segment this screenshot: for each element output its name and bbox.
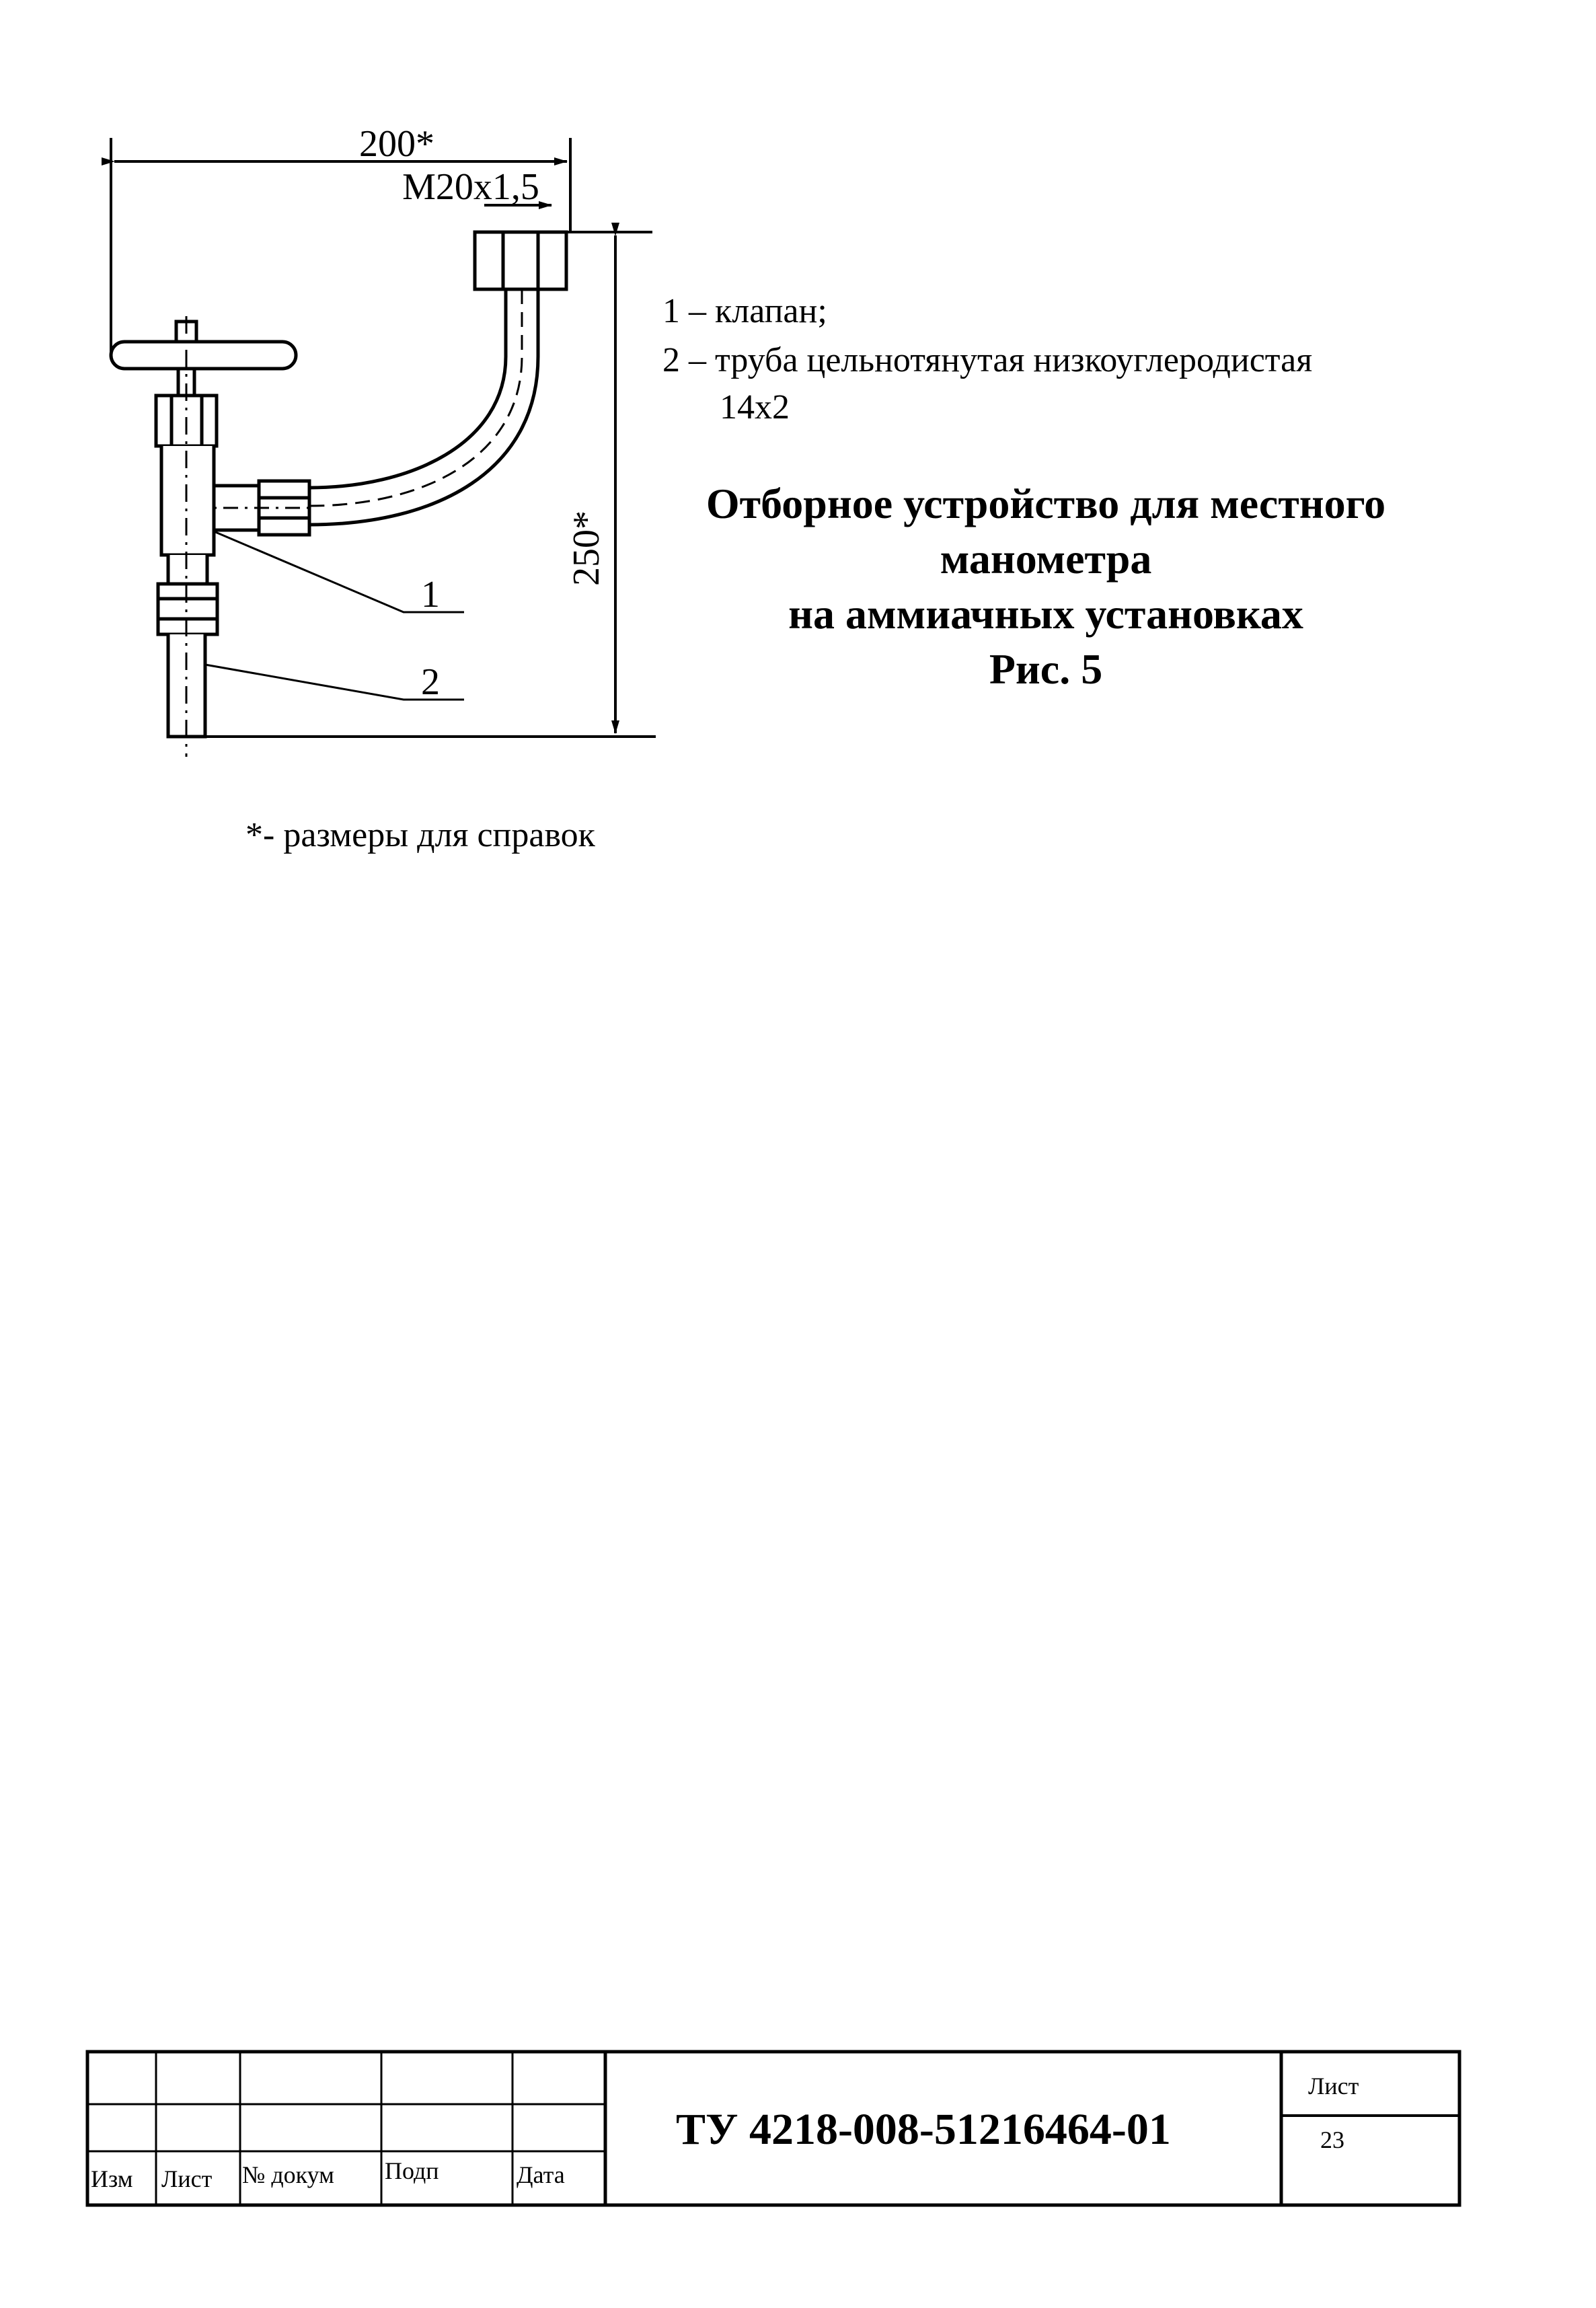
figure-caption-line-3: на аммиачных установках <box>788 590 1303 638</box>
legend-item-2: 2 – труба цельнотянутая низкоуглеродистая <box>662 341 1313 379</box>
upper-nut <box>475 232 566 289</box>
lower-nut <box>158 584 217 634</box>
legend-item-1: 1 – клапан; <box>662 292 827 330</box>
col-date-label: Дата <box>517 2161 565 2188</box>
sheet-number: 23 <box>1320 2126 1344 2153</box>
figure-caption-line-1: Отборное устройство для местного <box>706 480 1386 527</box>
document-code: ТУ 4218-008-51216464-01 <box>676 2105 1171 2154</box>
figure-caption-line-2: манометра <box>940 535 1152 583</box>
col-podp-label: Подп <box>385 2157 439 2184</box>
sheet-label: Лист <box>1308 2073 1359 2099</box>
pipe-bend <box>309 289 538 525</box>
legend-item-2-size: 14х2 <box>720 388 790 426</box>
dimension-thread-label: M20x1,5 <box>402 166 539 208</box>
col-list-label: Лист <box>161 2165 213 2192</box>
col-doc-label: № докум <box>242 2161 334 2188</box>
reference-dimensions-note: *- размеры для справок <box>245 816 595 854</box>
valve-handwheel <box>111 322 296 396</box>
dimension-width-label: 200* <box>359 123 434 165</box>
col-izm-label: Изм <box>91 2165 133 2192</box>
figure-number: Рис. 5 <box>989 645 1103 693</box>
callout-1: 1 <box>421 574 440 616</box>
dimension-height-label: 250* <box>566 511 607 586</box>
callout-2: 2 <box>421 661 440 703</box>
